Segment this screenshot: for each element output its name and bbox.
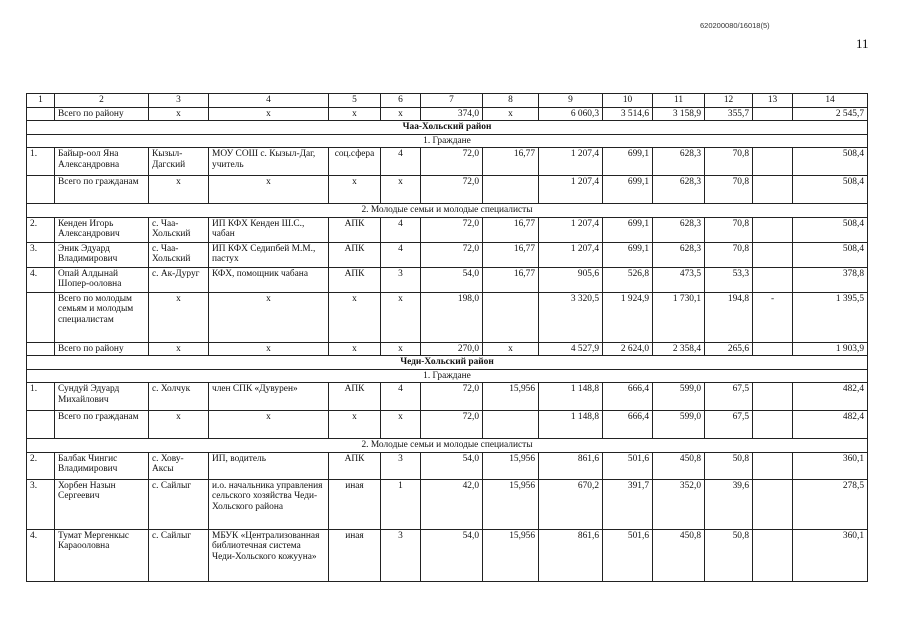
- cell: 450,8: [653, 452, 705, 479]
- cell: х: [149, 176, 209, 204]
- cell: 72,0: [421, 411, 483, 439]
- workplace: и.о. начальника управления сельского хозяйства Чеди-Хольского района: [209, 479, 329, 529]
- cell: 1 730,1: [653, 292, 705, 342]
- cell: 2 545,7: [793, 107, 868, 121]
- cell: х: [329, 292, 381, 342]
- row-number: 1.: [27, 148, 55, 176]
- cell: 67,5: [705, 383, 753, 411]
- cell: 628,3: [653, 217, 705, 242]
- column-number: 1: [27, 94, 55, 108]
- cell: 360,1: [793, 529, 868, 581]
- cell: [753, 148, 793, 176]
- cell: 278,5: [793, 479, 868, 529]
- settlement: с. Сайлыг: [149, 479, 209, 529]
- cell: 628,3: [653, 148, 705, 176]
- cell: 194,8: [705, 292, 753, 342]
- cell: х: [483, 342, 539, 356]
- subsection-row: [27, 369, 868, 383]
- cell: х: [149, 107, 209, 121]
- cell: 628,3: [653, 242, 705, 267]
- cell: 508,4: [793, 217, 868, 242]
- cell: х: [381, 107, 421, 121]
- page-number: 11: [856, 36, 869, 51]
- workplace: КФХ, помощник чабана: [209, 267, 329, 292]
- cell: 599,0: [653, 411, 705, 439]
- cell: 360,1: [793, 452, 868, 479]
- cell: х: [381, 342, 421, 356]
- column-number: 12: [705, 94, 753, 108]
- cell: 628,3: [653, 176, 705, 204]
- table-row: [27, 383, 868, 411]
- cell: 482,4: [793, 383, 868, 411]
- recipients-table: [26, 93, 868, 582]
- district-heading-row: [27, 356, 868, 370]
- cell: 50,8: [705, 529, 753, 581]
- cell: 1: [381, 479, 421, 529]
- workplace: ИП, водитель: [209, 452, 329, 479]
- district-heading-row: [27, 121, 868, 135]
- column-number: 3: [149, 94, 209, 108]
- cell: х: [209, 107, 329, 121]
- workplace: МОУ СОШ с. Кызыл-Даг, учитель: [209, 148, 329, 176]
- cell: 270,0: [421, 342, 483, 356]
- cell: х: [149, 411, 209, 439]
- subsection-row: [27, 134, 868, 148]
- cell: 4: [381, 217, 421, 242]
- cell: 15,956: [483, 529, 539, 581]
- total-row: [27, 107, 868, 121]
- cell: 50,8: [705, 452, 753, 479]
- settlement: с. Хову-Аксы: [149, 452, 209, 479]
- cell: 391,7: [603, 479, 653, 529]
- cell: х: [149, 342, 209, 356]
- row-label: Всего по молодым семьям и молодым специалистам: [55, 292, 149, 342]
- district-heading: Чеди-Хольский район: [27, 356, 868, 370]
- cell: 508,4: [793, 148, 868, 176]
- row-number: 1.: [27, 383, 55, 411]
- cell: [753, 107, 793, 121]
- cell: 42,0: [421, 479, 483, 529]
- cell: 1 924,9: [603, 292, 653, 342]
- column-number-row: [27, 94, 868, 108]
- settlement: с. Холчук: [149, 383, 209, 411]
- workplace: МБУК «Централизованная библиотечная система Чеди-Хольского кожууна»: [209, 529, 329, 581]
- column-number: 10: [603, 94, 653, 108]
- row-number: 4.: [27, 267, 55, 292]
- cell: х: [209, 342, 329, 356]
- column-number: 2: [55, 94, 149, 108]
- cell: 352,0: [653, 479, 705, 529]
- subsection-heading: 2. Молодые семьи и молодые специалисты: [27, 439, 868, 453]
- cell: 72,0: [421, 148, 483, 176]
- column-number: 5: [329, 94, 381, 108]
- cell: 70,8: [705, 148, 753, 176]
- workplace: ИП КФХ Кенден Ш.С., чабан: [209, 217, 329, 242]
- row-number: 3.: [27, 242, 55, 267]
- settlement: с. Сайлыг: [149, 529, 209, 581]
- cell: 6 060,3: [539, 107, 603, 121]
- district-heading: Чаа-Хольский район: [27, 121, 868, 135]
- cell: 699,1: [603, 148, 653, 176]
- subsection-heading: 1. Граждане: [27, 134, 868, 148]
- subsection-row: [27, 204, 868, 218]
- cell: 699,1: [603, 217, 653, 242]
- cell: х: [381, 176, 421, 204]
- cell: х: [329, 176, 381, 204]
- cell: х: [329, 107, 381, 121]
- cell: 482,4: [793, 411, 868, 439]
- subsection-row: [27, 439, 868, 453]
- recipient-name: Сундуй Эдуард Михайлович: [55, 383, 149, 411]
- recipient-name: Кенден Игорь Александрович: [55, 217, 149, 242]
- cell: 72,0: [421, 383, 483, 411]
- cell: 53,3: [705, 267, 753, 292]
- cell: 1 903,9: [793, 342, 868, 356]
- cell: 501,6: [603, 529, 653, 581]
- row-number: 3.: [27, 479, 55, 529]
- cell: 699,1: [603, 176, 653, 204]
- cell: 15,956: [483, 479, 539, 529]
- recipient-name: Балбак Чингис Владимирович: [55, 452, 149, 479]
- subsection-heading: 2. Молодые семьи и молодые специалисты: [27, 204, 868, 218]
- sector: иная: [329, 529, 381, 581]
- settlement: с. Ак-Дуруг: [149, 267, 209, 292]
- settlement: с. Чаа-Хольский: [149, 217, 209, 242]
- table-row: [27, 242, 868, 267]
- cell: 1 207,4: [539, 242, 603, 267]
- cell: 1 207,4: [539, 148, 603, 176]
- cell: 861,6: [539, 452, 603, 479]
- cell: 70,8: [705, 217, 753, 242]
- workplace: член СПК «Дувурен»: [209, 383, 329, 411]
- sector: АПК: [329, 267, 381, 292]
- cell: 70,8: [705, 242, 753, 267]
- column-number: 7: [421, 94, 483, 108]
- cell: 666,4: [603, 411, 653, 439]
- cell: 3: [381, 529, 421, 581]
- cell: 526,8: [603, 267, 653, 292]
- table-row: [27, 267, 868, 292]
- cell: 54,0: [421, 267, 483, 292]
- cell: 72,0: [421, 242, 483, 267]
- column-number: 11: [653, 94, 705, 108]
- subtotal-row: [27, 411, 868, 439]
- cell: 508,4: [793, 242, 868, 267]
- table-row: [27, 452, 868, 479]
- cell: 16,77: [483, 217, 539, 242]
- cell: 72,0: [421, 217, 483, 242]
- cell: 16,77: [483, 242, 539, 267]
- cell: х: [209, 176, 329, 204]
- recipient-name: Опай Алдынай Шопер-ооловна: [55, 267, 149, 292]
- settlement: с. Чаа-Хольский: [149, 242, 209, 267]
- cell: -: [753, 292, 793, 342]
- cell: 2 624,0: [603, 342, 653, 356]
- cell: 3: [381, 452, 421, 479]
- cell: 501,6: [603, 452, 653, 479]
- row-number: 2.: [27, 452, 55, 479]
- cell: 54,0: [421, 452, 483, 479]
- cell: 15,956: [483, 383, 539, 411]
- cell: 450,8: [653, 529, 705, 581]
- column-number: 4: [209, 94, 329, 108]
- table-row: [27, 148, 868, 176]
- cell: х: [329, 411, 381, 439]
- row-label: Всего по району: [55, 342, 149, 356]
- cell: 72,0: [421, 176, 483, 204]
- recipient-name: Тумат Мергенкыс Караооловна: [55, 529, 149, 581]
- sector: АПК: [329, 383, 381, 411]
- cell: 699,1: [603, 242, 653, 267]
- recipient-name: Байыр-оол Яна Александровна: [55, 148, 149, 176]
- cell: 265,6: [705, 342, 753, 356]
- row-label: Всего по району: [55, 107, 149, 121]
- cell: 355,7: [705, 107, 753, 121]
- cell: 4: [381, 242, 421, 267]
- row-label: Всего по гражданам: [55, 176, 149, 204]
- subsection-heading: 1. Граждане: [27, 369, 868, 383]
- cell: 374,0: [421, 107, 483, 121]
- cell: х: [381, 292, 421, 342]
- recipient-name: Хорбен Назын Сергеевич: [55, 479, 149, 529]
- cell: 3 320,5: [539, 292, 603, 342]
- settlement: Кызыл-Дагский: [149, 148, 209, 176]
- cell: 3: [381, 267, 421, 292]
- cell: 70,8: [705, 176, 753, 204]
- cell: х: [149, 292, 209, 342]
- cell: 4 527,9: [539, 342, 603, 356]
- cell: 4: [381, 148, 421, 176]
- sector: АПК: [329, 242, 381, 267]
- cell: 1 395,5: [793, 292, 868, 342]
- cell: 1 207,4: [539, 217, 603, 242]
- workplace: ИП КФХ Седипбей М.М., пастух: [209, 242, 329, 267]
- column-number: 9: [539, 94, 603, 108]
- cell: х: [209, 292, 329, 342]
- cell: х: [483, 107, 539, 121]
- cell: 67,5: [705, 411, 753, 439]
- cell: 16,77: [483, 148, 539, 176]
- sector: иная: [329, 479, 381, 529]
- cell: х: [381, 411, 421, 439]
- cell: 905,6: [539, 267, 603, 292]
- table-row: [27, 217, 868, 242]
- cell: 378,8: [793, 267, 868, 292]
- sector: соц.сфера: [329, 148, 381, 176]
- cell: х: [209, 411, 329, 439]
- cell: 861,6: [539, 529, 603, 581]
- column-number: 14: [793, 94, 868, 108]
- sector: АПК: [329, 452, 381, 479]
- cell: 3 158,9: [653, 107, 705, 121]
- cell: 1 148,8: [539, 411, 603, 439]
- cell: 599,0: [653, 383, 705, 411]
- row-number: 4.: [27, 529, 55, 581]
- cell: 473,5: [653, 267, 705, 292]
- cell: 666,4: [603, 383, 653, 411]
- cell: 198,0: [421, 292, 483, 342]
- cell: 39,6: [705, 479, 753, 529]
- cell: 2 358,4: [653, 342, 705, 356]
- row-label: Всего по гражданам: [55, 411, 149, 439]
- column-number: 6: [381, 94, 421, 108]
- cell: 3 514,6: [603, 107, 653, 121]
- cell: 16,77: [483, 267, 539, 292]
- subtotal-row: [27, 292, 868, 342]
- sector: АПК: [329, 217, 381, 242]
- cell: 1 148,8: [539, 383, 603, 411]
- cell: 508,4: [793, 176, 868, 204]
- column-number: 8: [483, 94, 539, 108]
- document-number: 620200080/16018(5): [700, 21, 770, 30]
- table-row: [27, 479, 868, 529]
- cell: 15,956: [483, 452, 539, 479]
- cell: х: [329, 342, 381, 356]
- cell: 54,0: [421, 529, 483, 581]
- subtotal-row: [27, 176, 868, 204]
- cell: 4: [381, 383, 421, 411]
- recipient-name: Эник Эдуард Владимирович: [55, 242, 149, 267]
- table-row: [27, 529, 868, 581]
- total-row: [27, 342, 868, 356]
- cell: 1 207,4: [539, 176, 603, 204]
- column-number: 13: [753, 94, 793, 108]
- cell: 670,2: [539, 479, 603, 529]
- row-number: 2.: [27, 217, 55, 242]
